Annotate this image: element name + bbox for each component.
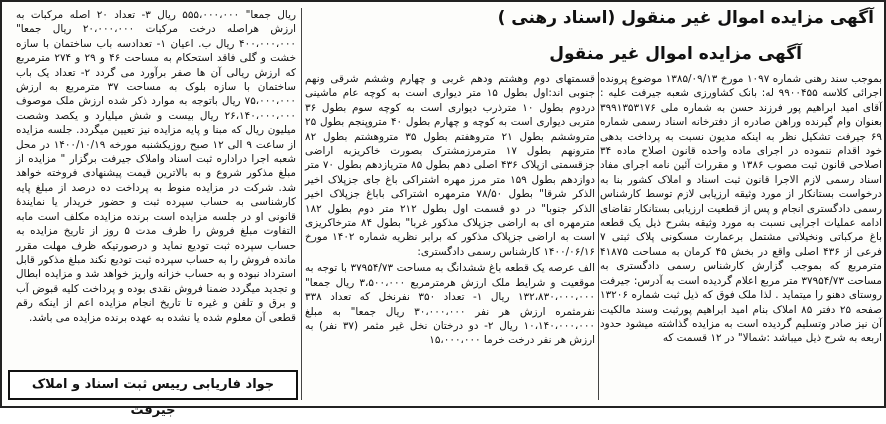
notice-column-left xyxy=(16,8,296,364)
column-divider xyxy=(301,8,302,400)
notice-column-middle xyxy=(305,72,595,348)
notice-title: آگهی مزایده اموال غیر منقول (اسناد رهنی ) xyxy=(497,8,874,28)
notice-paragraph-valuation: الف عرصه یک قطعه باغ ششدانگ به مساحت ۳۷۹۵۴/۷۳ با توجه به موقعیت و شرایط ملک ارزش هرمترمربع ۳،۵۰۰،۰۰۰ ریال جمعا" ۱۳۲،۸۳۰،۰۰۰،۰۰۰ ریال ۱- تعداد ۳۵۰ نفرنخل که تعداد ۳۳۸ نفرمثمره ارزش هر نفر ۳۰،۰۰۰،۰۰۰ ریال جمعا" به مبلغ ۱۰،۱۴۰،۰۰۰،۰۰۰ ریال ۲- دو درختان نخل غیر مثمر (۳۷ نفر) به ارزش هر نفر درخت خرما ۱۵،۰۰۰،۰۰۰ xyxy=(305,262,595,347)
notice-paragraph-left: ریال جمعا" ۵۵۵،۰۰۰،۰۰۰ ریال ۳- تعداد ۲۰ اصله مرکبات به ارزش هراصله درخت مرکبات ۲۰،۰۰۰،۰۰۰ ریال جمعا" ۴۰۰،۰۰۰،۰۰۰ ریال ب. اعیان ۱- تعدادسه باب ساختمان با سازه خشت و گلی فاقد استحکام به مساحت ۴۶ و ۲۹ و ۲۷۴ مترمربع که ارزش ریالی آن ها صفر برآورد می گردد ۲- تعداد یک باب ساختمان با سازه بلوک به مساحت ۳۷ مترمربع به ارزش ۷۵،۰۰۰،۰۰۰ ریال باتوجه به موارد ذکر شده ارزش ملک موصوف ۲۶،۱۴۰،۰۰۰،۰۰۰ ریال بیست و شش میلیارد و یکصد وشصت میلیون ریال که مبنا و پایه مزایده نیز تعیین میگردد. جلسه مزایده از ساعت ۹ الی ۱۲ صبح روزیکشنبه مورخه ۱۴۰۰/۱۰/۱۹ در محل شعبه اجرا دراداره ثبت اسناد واملاک جیرفت برگزار " مزایده از مبلغ مذکور شروع و به بالاترین قیمت پیشنهادی فروخته خواهد شد. شرکت در مزایده منوط به پرداخت ده درصد از مبلغ پایه کارشناسی به حساب سپرده ثبت و حضور خریدار یا نمایندۀ قانونی او در جلسه مزایده است برنده مزایده مکلف است مابه التفاوت مبلغ فروش را ظرف مدت ۵ روز از تاریخ مزایده به حساب سپرده ثبت توديع نماید و درصورتیکه ظرف مهلت مقرر مانده فروش را به حساب سپرده ثبت توديع نکند مبلغ مذکور قابل استرداد نبوده و به حساب خزانه واریز خواهد شد و مزایده ابطال و تجدید میگردد ضمنا فروش نقدی بوده و پرداخت کلیه قبوض آب و برق و تلفن و غیره تا تاریخ انجام مزایده اعم از اینکه رقم قطعی آن معلوم شده یا نشده به عهده برنده مزایده می باشد. xyxy=(16,9,297,324)
notice-header xyxy=(305,6,882,74)
notice-paragraph-right: بموجب سند رهنی شماره ۱۰۹۷ مورخ ۱۳۸۵/۰۹/۱۳ موضوع پرونده اجرائی کلاسه ۹۹۰۰۴۵۵ له: بانک کشاورزی شعبه جیرفت علیه : آقای امید ابراهیم پور فرزند حسن به شماره ملی ۳۹۹۱۳۵۳۱۷۶ بعنوان وام گیرنده وراهن صادره از دفترخانه اسناد رسمی شماره ۶۹ جیرفت تشکیل نظر به اینکه مدیون نسبت به پرداخت بدهی خود اقدام ننموده در اجرای ماده واحده قانون اصلاح ماده ۳۴ اصلاحی قانون ثبت مصوب ۱۳۸۶ و مقررات آئین نامه اجرای مفاد اسناد رسمی لازم الاجرا قانون ثبت اسناد و املاک کشور بنا به درخواست بستانکار از مورد وثیقه ارزیابی لازم توسط کارشناس رسمی دادگستری انجام و پس از قطعیت ارزیابی بستانکار تقاضای ادامه عملیات اجرایی نسبت به مورد وثیقه بشرح ذیل یک قطعه باغ مرکباتی ونخیلاتی مشتمل برعمارت مسکونی پلاک ثبتی ۷ فرعی از ۴۳۶ اصلی واقع در بخش ۴۵ کرمان به مساحت ۴۱۸۷۵ مترمربع که بموجب گزارش کارشناس رسمی دادگستری به مساحت ۳۷۹۵۴/۷۳ متر مربع اعلام گردیده است به آدرس: جیرفت روستای دهنو را میتماید . لذا ملک فوق که ذیل ثبت شماره ۱۳۲۰۶ صفحه ۲۵ دفتر ۸۵ املاک بنام امید ابراهیم پورثبت وسند مالکیت آن نیز صادر وتسلیم گردیده است به مزایده گذاشته میشود حدود اربعه به شرح ذیل میباشد :شمالا" در ۱۲ قسمت که xyxy=(600,73,883,345)
notice-column-right xyxy=(600,72,882,346)
signature-box: جواد فاریابی رییس ثبت اسناد و املاک جیرفت xyxy=(8,370,298,400)
notice-paragraph-middle: قسمتهای دوم وهشتم ودهم غربی و چهارم وششم شرقی ونهم جنوبی اند:اول بطول ۱۵ متر دیواری است به کوچه عام ماشینی دردوم بطول ۱۰ مترذرب دیواری است به کوچه سوم بطول ۳۶ متربی دیواری است به کوچه و چهارم بطول ۴۰ متروپنجم بطول ۲۵ متروششم بطول ۲۱ متروهفتم بطول ۳۵ متروهشتم بطول ۸۲ مترونهم بطول ۱۷ مترمرزمشترک بصورت خاکریزبه اراضی جزقسمتی ازپلاک ۴۳۶ اصلی دهم بطول ۸۵ متریازدهم بطول ۷۰ متر دوازدهم بطول ۱۵۹ متر مرز مهره اشتراکی باغ جای جزپلاک اخیر الذکر شرقا" بطول ۷۸/۵۰ مترمهره اشتراکی باباغ جزپلاک اخیر الذکر جنوبا" در دو قسمت اول بطول ۲۱۲ متر دوم بطول ۱۸۲ مترمهره ای به اراضی جزپلاک مذکور غربا" بطول ۸۴ مترخاکریزی است به اراضی جزپلاک مذکور که برابر نظریه شماره ۱۴۰۲ مورخ ۱۴۰۰/۰۶/۱۶ کارشناس رسمی دادگستری: xyxy=(305,73,596,258)
column-divider xyxy=(598,72,599,400)
notice-subtitle: آگهی مزایده اموال غیر منقول xyxy=(549,44,802,64)
